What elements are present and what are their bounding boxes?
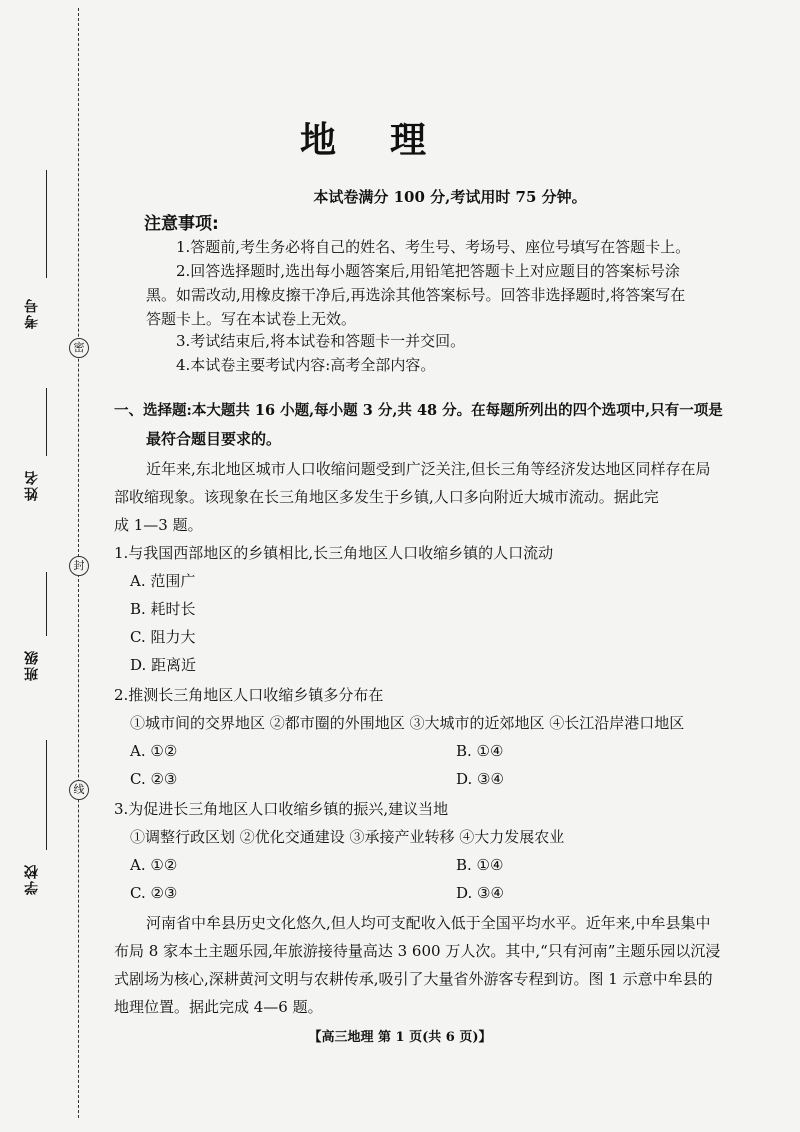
q2-option-d: D. ③④: [456, 770, 504, 788]
seal-xian: 线: [69, 780, 89, 800]
q3-option-d: D. ③④: [456, 884, 504, 902]
passage-line: 式剧场为核心,深耕黄河文明与农耕传承,吸引了大量省外游客专程到访。图 1 示意中牟县的: [114, 970, 713, 988]
notice-line: 答题卡上。写在本试卷上无效。: [146, 310, 357, 328]
class-label: 班级: [24, 649, 40, 681]
notice-line: 1.答题前,考生务必将自己的姓名、考生号、考场号、座位号填写在答题卡上。: [176, 238, 691, 256]
q3-items: ①调整行政区划 ②优化交通建设 ③承接产业转移 ④大力发展农业: [130, 828, 565, 846]
name-line: [46, 388, 47, 456]
passage-line: 部收缩现象。该现象在长三角地区多发生于乡镇,人口多向附近大城市流动。据此完: [114, 488, 659, 506]
exam-number-label: 考号: [24, 297, 40, 329]
q1-option-c: C. 阻力大: [130, 628, 196, 646]
q1-option-a: A. 范围广: [130, 572, 196, 590]
notice-line: 3.考试结束后,将本试卷和答题卡一并交回。: [176, 332, 466, 350]
passage-line: 河南省中牟县历史文化悠久,但人均可支配收入低于全国平均水平。近年来,中牟县集中: [146, 914, 711, 932]
q2-option-a: A. ①②: [130, 742, 178, 760]
passage-line: 近年来,东北地区城市人口收缩问题受到广泛关注,但长三角等经济发达地区同样存在局: [146, 460, 711, 478]
question-1-stem: 1.与我国西部地区的乡镇相比,长三角地区人口收缩乡镇的人口流动: [114, 544, 554, 562]
q3-option-b: B. ①④: [456, 856, 504, 874]
q2-items: ①城市间的交界地区 ②都市圈的外围地区 ③大城市的近郊地区 ④长江沿岸港口地区: [130, 714, 685, 732]
page-title: 地理: [299, 120, 480, 161]
q2-option-b: B. ①④: [456, 742, 504, 760]
notice-line: 黑。如需改动,用橡皮擦干净后,再选涂其他答案标号。回答非选择题时,将答案写在: [146, 286, 686, 304]
page-footer: 【高三地理 第 1 页(共 6 页)】: [308, 1030, 492, 1045]
notice-line: 2.回答选择题时,选出每小题答案后,用铅笔把答题卡上对应题目的答案标号涂: [176, 262, 680, 280]
section-heading: 一、选择题:本大题共 16 小题,每小题 3 分,共 48 分。在每题所列出的四个选项中,只有一项是: [114, 402, 723, 419]
q1-option-d: D. 距离近: [130, 656, 197, 674]
binding-margin: [0, 0, 100, 1132]
q3-option-c: C. ②③: [130, 884, 178, 902]
q1-option-b: B. 耗时长: [130, 600, 196, 618]
passage-line: 成 1—3 题。: [114, 516, 203, 534]
notice-line: 4.本试卷主要考试内容:高考全部内容。: [176, 356, 436, 374]
school-label: 学校: [24, 863, 40, 895]
name-label: 姓名: [24, 469, 40, 501]
class-line: [46, 572, 47, 636]
notice-title: 注意事项:: [144, 214, 219, 234]
seal-mi: 密: [69, 338, 89, 358]
seal-feng: 封: [69, 556, 89, 576]
question-3-stem: 3.为促进长三角地区人口收缩乡镇的振兴,建议当地: [114, 800, 449, 818]
q2-option-c: C. ②③: [130, 770, 178, 788]
exam-number-line: [46, 170, 47, 278]
school-line: [46, 740, 47, 850]
section-heading-cont: 最符合题目要求的。: [146, 430, 282, 448]
question-2-stem: 2.推测长三角地区人口收缩乡镇多分布在: [114, 686, 384, 704]
q3-option-a: A. ①②: [130, 856, 178, 874]
passage-line: 地理位置。据此完成 4—6 题。: [114, 998, 323, 1016]
passage-line: 布局 8 家本土主题乐园,年旅游接待量高达 3 600 万人次。其中,“只有河南”主题乐园以沉浸: [114, 942, 721, 960]
exam-note: 本试卷满分 100 分,考试用时 75 分钟。: [313, 188, 587, 206]
